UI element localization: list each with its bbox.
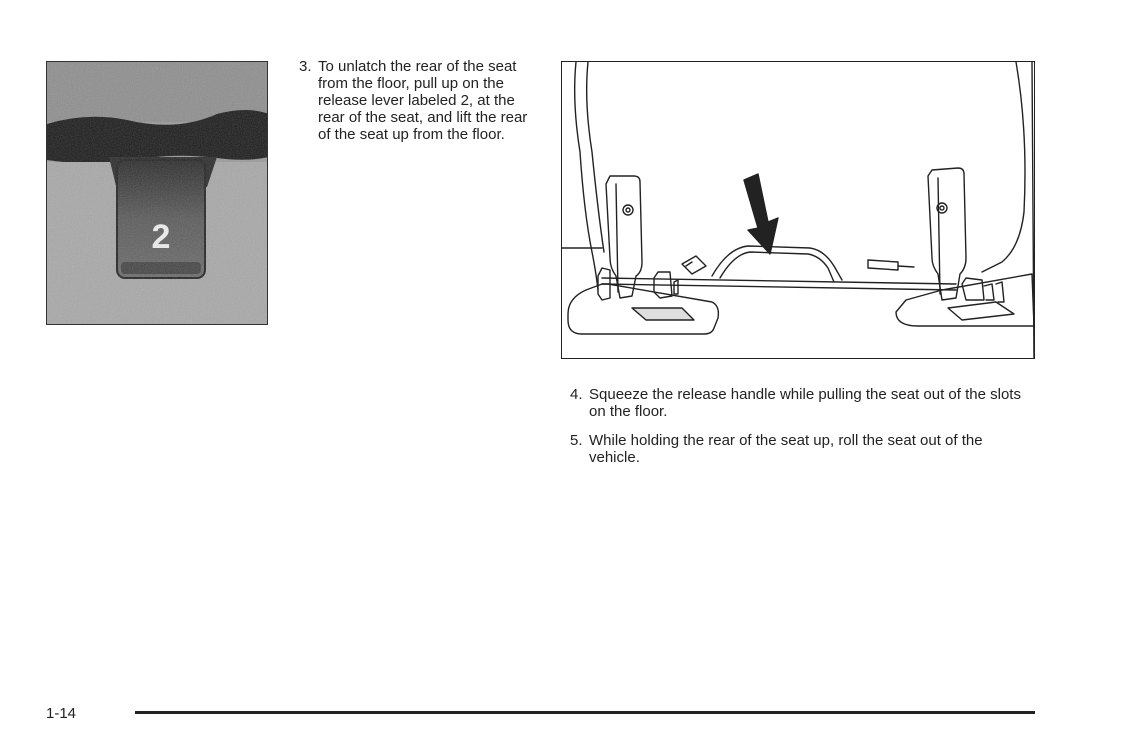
seat-release-diagram: [561, 61, 1035, 359]
step-3: [299, 58, 529, 143]
page-number: 1-14: [46, 705, 77, 722]
step-4-number: 4.: [570, 386, 583, 403]
lever-label: 2: [151, 218, 171, 256]
step-5-text: While holding the rear of the seat up, roll the seat out of the vehicle.: [589, 432, 983, 466]
release-lever-photo: [46, 61, 268, 325]
step-3-number: 3.: [299, 58, 312, 75]
step-3-text: To unlatch the rear of the seat from the floor, pull up on the release lever labeled 2, at the rear of the seat, and lift the rear of the seat up from the floor.: [318, 58, 528, 143]
release-lever-illustration: [47, 62, 268, 325]
step-5: [570, 432, 1030, 466]
step-5-number: 5.: [570, 432, 583, 449]
step-4-text: Squeeze the release handle while pulling the seat out of the slots on the floor.: [589, 386, 1021, 420]
step-4: [570, 386, 1030, 420]
footer-rule: [135, 711, 1035, 714]
